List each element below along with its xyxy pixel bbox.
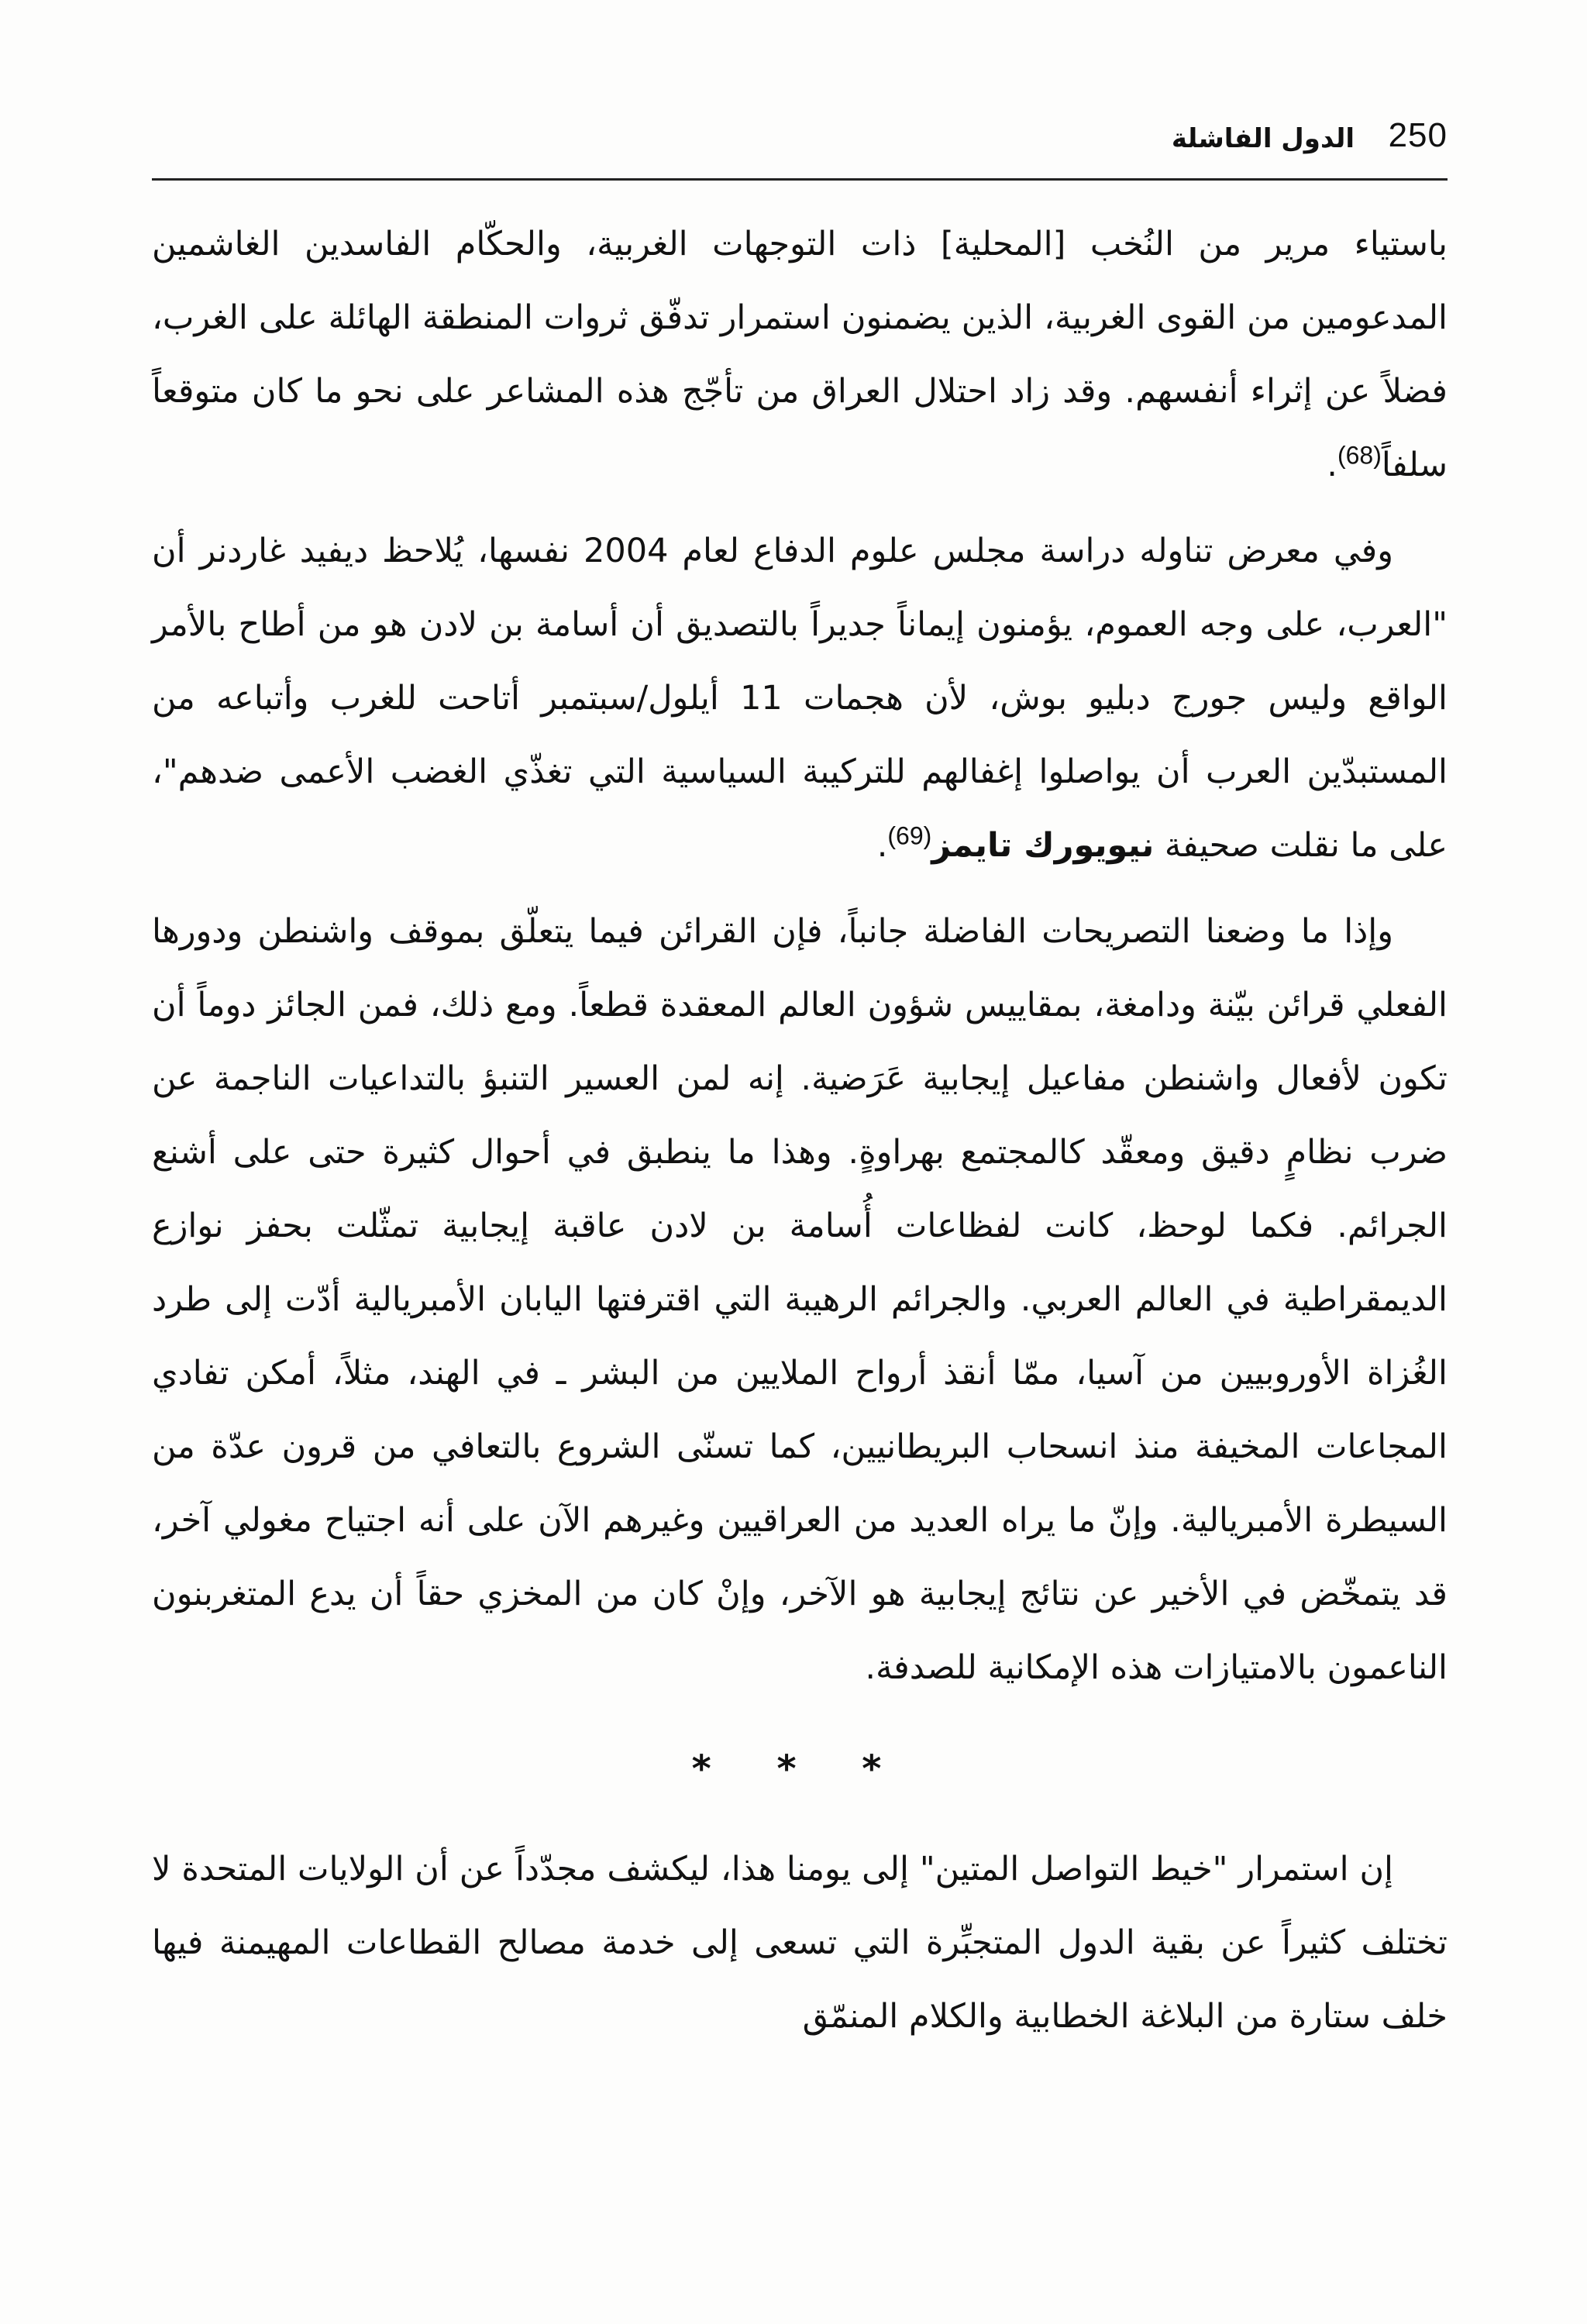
paragraph-4-text: إن استمرار "خيط التواصل المتين" إلى يومنا هذا، ليكشف مجدّداً عن أن الولايات المتحدة لا تختلف كثيراً عن بقية الدول المتجبِّرة التي تسعى إلى خدمة مصالح القطاعات المهيمنة فيها خلف ستارة من البلاغة الخطابية والكلام المنمّق [152,1850,1448,2036]
page-header [152,108,1448,170]
footnote-ref-69: (69) [887,821,932,850]
paragraph-1-text: باستياء مرير من النُخب [المحلية] ذات التوجهات الغربية، والحكّام الفاسدين الغاشمين المدعومين من القوى الغربية، الذين يضمنون استمرار تدفّق ثروات المنطقة الهائلة على الغرب، فضلاً عن إثراء أنفسهم. وقد زاد احتلال العراق من تأجّج هذه المشاعر على نحو ما كان متوقعاً سلفاً [152,225,1448,484]
paragraph-3 [152,895,1448,1705]
footnote-ref-68: (68) [1337,441,1382,470]
paragraph-2 [152,515,1448,883]
paragraph-4 [152,1833,1448,2054]
running-title: الدول الفاشلة [1171,123,1355,154]
section-separator: * * * [691,1747,908,1791]
newspaper-title: نيويورك تايمز [931,826,1155,865]
paragraph-3-text: وإذا ما وضعنا التصريحات الفاضلة جانباً، فإن القرائن فيما يتعلّق بموقف واشنطن ودورها الفعلي قرائن بيّنة ودامغة، بمقاييس شؤون العالم المعقدة قطعاً. ومع ذلك، فمن الجائز دوماً أن تكون لأفعال واشنطن مفاعيل إيجابية عَرَضية. إنه لمن العسير التنبؤ بالتداعيات الناجمة عن ضرب نظامٍ دقيق ومعقّد كالمجتمع بهراوةٍ. وهذا ما ينطبق في أحوال كثيرة حتى على أشنع الجرائم. فكما لوحظ، كانت لفظاعات أُسامة بن لادن عاقبة إيجابية تمثّلت بحفز نوازع الديمقراطية في العالم العربي. والجرائم الرهيبة التي اقترفتها اليابان الأمبريالية أدّت إلى طرد الغُزاة الأوروبيين من آسيا، ممّا أنقذ أرواح الملايين من البشر ـ في الهند، مثلاً، أمكن تفادي المجاعات المخيفة منذ انسحاب البريطانيين، كما تسنّى الشروع بالتعافي من قرون عدّة من السيطرة الأمبريالية. وإنّ ما يراه العديد من العراقيين وغيرهم الآن على أنه اجتياح مغولي آخر، قد يتمخّض في الأخير عن نتائج إيجابية هو الآخر، وإنْ كان من المخزي حقاً أن يدع المتغربنون الناعمون بالامتيازات هذه الإمكانية للصدفة. [152,912,1448,1687]
paragraph-1-end: . [1327,446,1337,484]
page-number: 250 [1388,116,1448,154]
body-text [152,208,1448,2066]
paragraph-2-text: وفي معرض تناوله دراسة مجلس علوم الدفاع لعام 2004 نفسها، يُلاحظ ديفيد غاردنر أن "العرب، على وجه العموم، يؤمنون إيماناً جديراً بالتصديق أن أسامة بن لادن هو من أطاح بالأمر الواقع وليس جورج دبليو بوش، لأن هجمات 11 أيلول/سبتمبر أتاحت للغرب وأتباعه من المستبدّين العرب أن يواصلوا إغفالهم للتركيبة السياسية التي تغذّي الغضب الأعمى ضدهم"، على ما نقلت صحيفة [152,532,1448,865]
paragraph-2-end: . [876,826,888,865]
header-rule [152,178,1448,181]
paragraph-1 [152,208,1448,502]
